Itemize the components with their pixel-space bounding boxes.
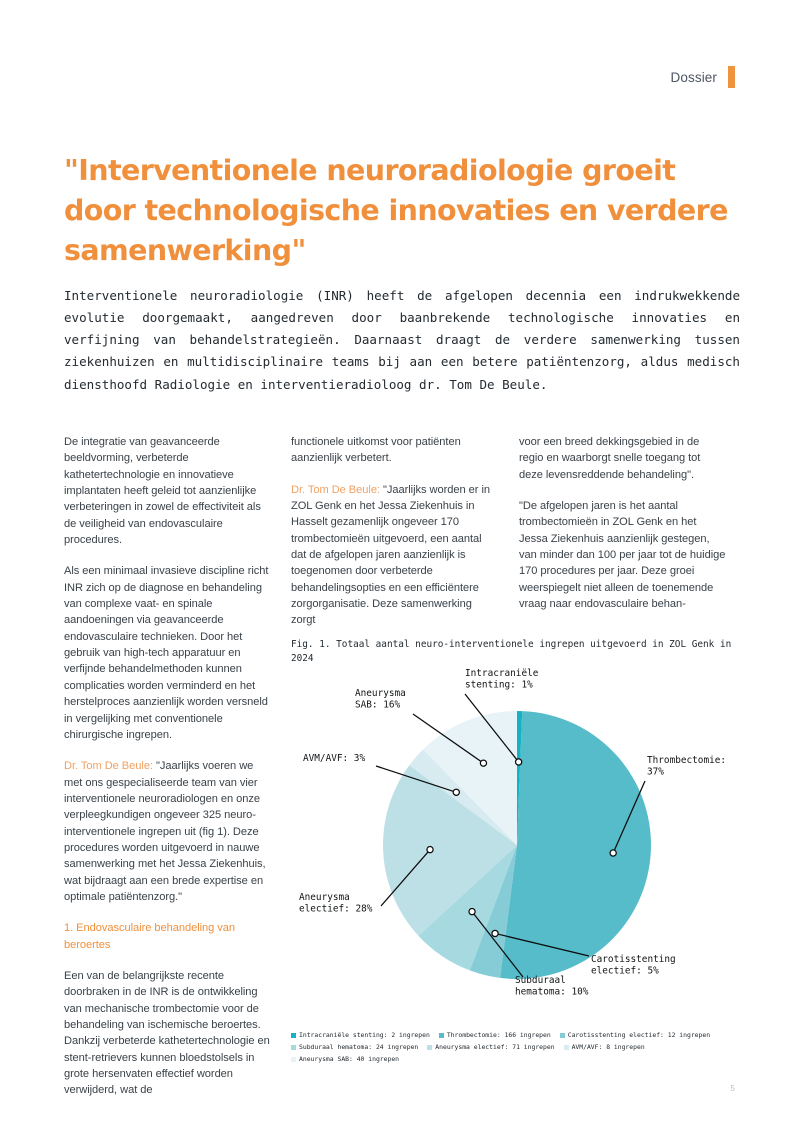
figure-1 (291, 638, 743, 1064)
legend-swatch (291, 1033, 296, 1038)
left-quote-text: "Jaarlijks voeren we met ons gespecialiseerde team van vier interventionele neuroradiologen en onze verpleegkundigen ongeveer 325 neuro-interventionele ingrepen uit (fig 1). Deze procedures worden uitgevoerd in nauwe samenwerking met het Jessa Ziekenhuis, wat bijdraagt aan een brede expertise en optimale patiëntenzorg." (64, 760, 266, 903)
legend-swatch (427, 1045, 432, 1050)
legend-swatch (291, 1057, 296, 1062)
legend-label: Intracraniële stenting: 2 ingrepen (299, 1031, 430, 1039)
legend-label: Thrombectomie: 166 ingrepen (446, 1031, 551, 1039)
legend-item (291, 1054, 399, 1064)
legend-item (291, 1042, 418, 1052)
legend-item (564, 1042, 645, 1052)
callout-marker (516, 759, 522, 765)
figure-caption: Fig. 1. Totaal aantal neuro-interventionele ingrepen uitgevoerd in ZOL Genk in 2024 (291, 639, 732, 664)
legend-item (291, 1030, 430, 1040)
pie-slice (500, 711, 651, 979)
legend-item (560, 1030, 710, 1040)
article-intro: Interventionele neuroradiologie (INR) heeft de afgelopen decennia een indrukwekkende evolutie doorgemaakt, aangedreven door baanbrekende technologische innovaties en verfijning van behandelstrategieën. Daarnaast draagt de verdere samenwerking tussen ziekenhuizen en multidisciplinaire teams bij aan een betere patiëntenzorg, aldus medisch diensthoofd Radiologie en interventieradioloog dr. Tom De Beule. (64, 287, 740, 392)
legend-label: Aneurysma SAB: 40 ingrepen (299, 1055, 400, 1063)
left-quote-speaker: Dr. Tom De Beule: (64, 760, 153, 773)
legend-label: AVM/AVF: 8 ingrepen (571, 1043, 645, 1051)
left-paragraph-3: Een van de belangrijkste recente doorbraken in de INR is de ontwikkeling van mechanische trombectomie voor de behandeling van ischemische beroertes. Dankzij verbeterde kathetertechnologie en stent-retrievers kunnen bloedstolsels in grote hersenvaten effectief worden verwijderd, wat de (64, 969, 270, 1097)
left-paragraph-1: De integratie van geavanceerde beeldvorming, verbeterde kathetertechnologie en innovatieve implantaten heeft geleid tot aanzienlijke verbeteringen in zowel de effectiviteit als de veiligheid van endovasculaire procedures. (64, 436, 261, 547)
callout-marker (610, 850, 616, 856)
legend-label: Carotisstenting electief: 12 ingrepen (567, 1031, 711, 1039)
legend-label: Aneurysma electief: 71 ingrepen (435, 1043, 555, 1051)
callout-marker (469, 909, 475, 915)
middle-quote-speaker: Dr. Tom De Beule: (291, 483, 380, 496)
dossier-label: Dossier (670, 69, 717, 85)
header-accent-bar (728, 66, 735, 88)
middle-quote-block (291, 482, 498, 629)
middle-quote-text: "Jaarlijks worden er in ZOL Genk en het Jessa Ziekenhuis in Hasselt gezamenlijk ongeveer 170 trombectomieën uitgevoerd, een aantal dat de afgelopen jaren aanzienlijk is toegenomen door verbeterde behandelingsopties en een efficiëntere zorgorganisatie. Deze samenwerking zorgt (291, 483, 490, 627)
left-paragraph-2: Als een minimaal invasieve discipline richt INR zich op de diagnose en behandeling van complexe vaat- en spinale aandoeningen via geavanceerde endovasculaire technieken. Door het gebruik van high-tech apparatuur en verfijnde behandelmethoden kunnen complicaties worden verminderd en het herstelproces aanzienlijk worden versneld in vergelijking met conventionele chirurgische ingrepen. (64, 565, 269, 741)
legend-swatch (560, 1033, 565, 1038)
column-left (64, 434, 271, 1099)
pie-chart (291, 668, 743, 1028)
page-number: 5 (730, 1084, 735, 1093)
right-paragraph-2: "De afgelopen jaren is het aantal trombectomieën in ZOL Genk en het Jessa Ziekenhuis aanzienlijk gestegen, van minder dan 100 per jaar tot de huidige 170 procedures per jaar. Deze groei weerspiegelt niet alleen de toenemende vraag naar endovasculaire behan- (519, 500, 726, 611)
callout-marker (480, 760, 486, 766)
page-header (671, 66, 735, 88)
callout-label: Aneurysma electief: 28% (299, 892, 373, 915)
middle-paragraph-1: functionele uitkomst voor patiënten aanzienlijk verbetert. (291, 436, 461, 465)
legend-swatch (291, 1045, 296, 1050)
callout-marker (427, 847, 433, 853)
callout-label: AVM/AVF: 3% (303, 753, 366, 764)
column-right (519, 434, 726, 612)
column-middle (291, 434, 498, 629)
pie-chart-svg (291, 668, 743, 1028)
callout-label: Intracraniële stenting: 1% (465, 668, 539, 691)
legend-swatch (564, 1045, 569, 1050)
legend-label: Subduraal hematoma: 24 ingrepen (299, 1043, 419, 1051)
article-headline: "Interventionele neuroradiologie groeit door technologische innovaties en verdere samenwerking" (64, 154, 728, 267)
callout-marker (453, 789, 459, 795)
legend-item (427, 1042, 554, 1052)
left-subheading: 1. Endovasculaire behandeling van beroertes (64, 922, 236, 951)
legend-item (439, 1030, 551, 1040)
callout-label: Aneurysma SAB: 16% (355, 688, 406, 711)
legend-swatch (439, 1033, 444, 1038)
chart-legend (291, 1030, 743, 1064)
left-quote-block (64, 758, 271, 905)
callout-marker (492, 930, 498, 936)
callout-label: Carotisstenting electief: 5% (591, 954, 676, 977)
callout-label: Thrombectomie: 37% (647, 755, 727, 778)
right-paragraph-1: voor een breed dekkingsgebied in de regio en waarborgt snelle toegang tot deze levensreddende behandeling". (519, 436, 701, 481)
callout-label: Subduraal hematoma: 10% (515, 975, 589, 998)
